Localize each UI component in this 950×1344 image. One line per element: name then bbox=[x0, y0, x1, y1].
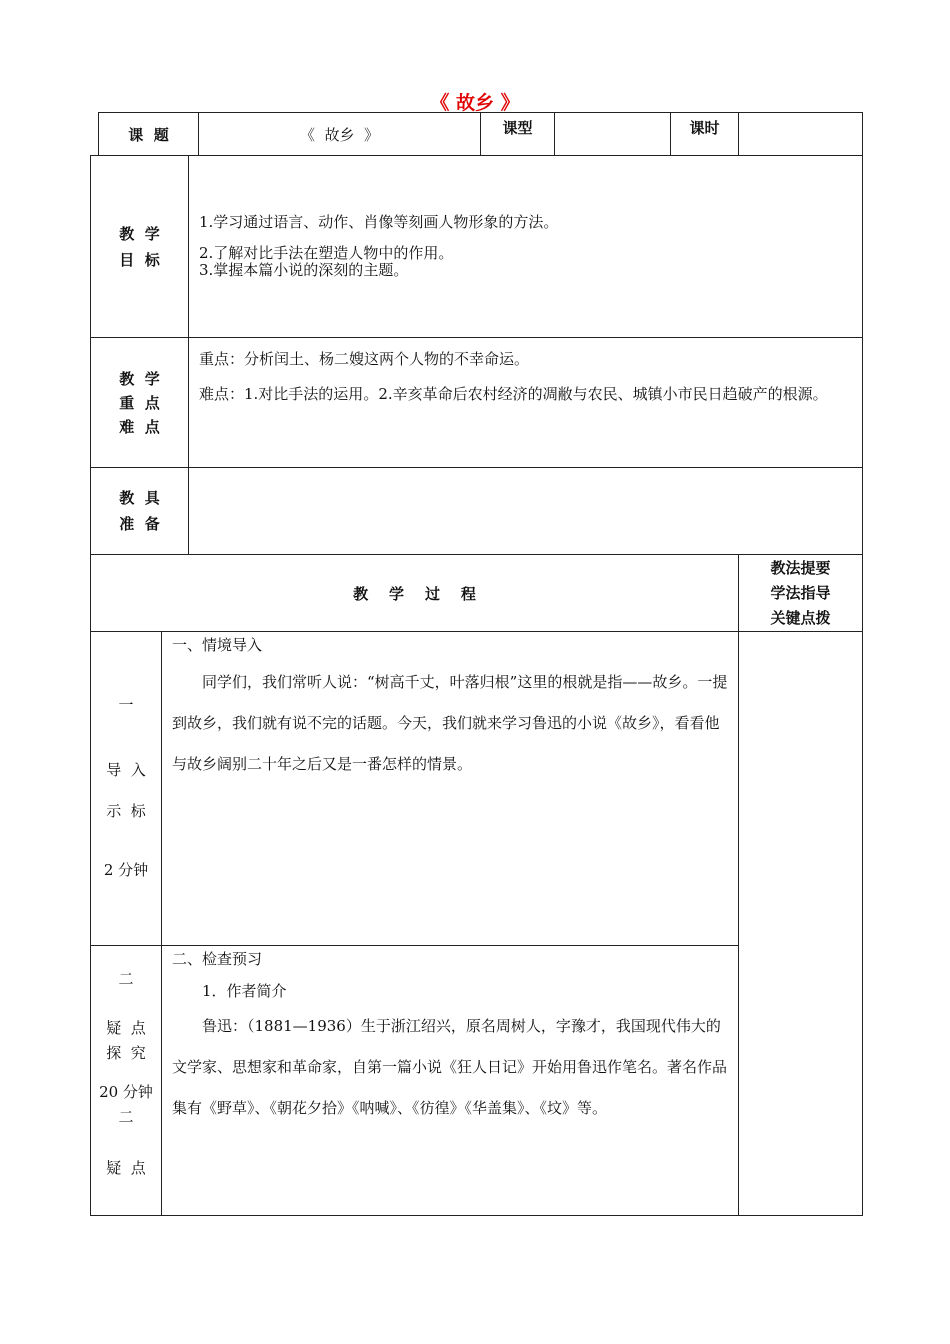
section1-name-2: 示 标 bbox=[106, 802, 146, 820]
page-title: 《 故乡 》 bbox=[430, 92, 520, 114]
objective-item: 2.了解对比手法在塑造人物中的作用。 bbox=[199, 244, 454, 262]
objectives-label bbox=[91, 156, 189, 338]
section2-content bbox=[162, 946, 739, 1216]
section2-name-repeat: 疑 点 bbox=[106, 1159, 146, 1177]
section2-num-repeat: 二 bbox=[118, 1108, 134, 1126]
tools-label bbox=[91, 468, 189, 555]
process-side-header bbox=[739, 555, 863, 632]
section1-label bbox=[91, 632, 162, 946]
type-label: 课型 bbox=[481, 113, 555, 156]
keypoints-label bbox=[91, 338, 189, 468]
section1-time: 2 分钟 bbox=[103, 861, 149, 879]
section1-name-1: 导 入 bbox=[106, 761, 146, 779]
section1-content bbox=[162, 632, 739, 946]
side-label-method: 教法提要 bbox=[770, 558, 831, 577]
header-table bbox=[98, 112, 863, 156]
type-value bbox=[555, 113, 671, 156]
keypoints-label-line2: 重 点 bbox=[119, 393, 160, 412]
objectives-content bbox=[189, 156, 863, 338]
tools-label-line1: 教 具 bbox=[119, 489, 160, 507]
tools-value bbox=[189, 468, 863, 555]
section2-label bbox=[91, 946, 162, 1216]
topic-label: 课 题 bbox=[99, 113, 199, 156]
section2-heading: 二、检查预习 bbox=[172, 950, 263, 968]
objective-item: 3.掌握本篇小说的深刻的主题。 bbox=[199, 261, 409, 279]
difficult-point: 难点：1.对比手法的运用。2.辛亥革命后农村经济的凋敝与农民、城镇小市民日趋破产的根源。 bbox=[199, 385, 828, 403]
key-point: 重点：分析闰土、杨二嫂这两个人物的不幸命运。 bbox=[199, 350, 530, 368]
keypoints-label-line3: 难 点 bbox=[119, 417, 160, 436]
keypoints-content bbox=[189, 338, 863, 468]
section2-num: 二 bbox=[118, 970, 134, 988]
side-label-guide: 学法指导 bbox=[770, 583, 831, 602]
info-table bbox=[90, 155, 863, 555]
section2-name-2: 探 究 bbox=[106, 1044, 146, 1062]
section1-body: 同学们，我们常听人说：“树高千丈，叶落归根”这里的根就是指——故乡。一提到故乡，我们就有说不完的话题。今天，我们就来学习鲁迅的小说《故乡》，看看他与故乡阔别二十年之后又是一番怎样的情景。 bbox=[172, 673, 728, 773]
tools-label-line2: 准 备 bbox=[119, 515, 160, 533]
topic-value: 《 故乡 》 bbox=[199, 113, 481, 156]
objectives-label-line1: 教 学 bbox=[119, 224, 160, 243]
objectives-label-line2: 目 标 bbox=[119, 250, 160, 269]
section1-num: 一 bbox=[118, 696, 134, 714]
process-header: 教 学 过 程 bbox=[91, 555, 739, 632]
section2-time: 20 分钟 bbox=[99, 1083, 153, 1101]
process-table bbox=[90, 554, 863, 1216]
section2-name-1: 疑 点 bbox=[106, 1019, 146, 1037]
section1-heading: 一、情境导入 bbox=[172, 636, 263, 654]
side-label-key: 关键点拨 bbox=[770, 608, 831, 627]
section2-body: 鲁迅：（1881—1936）生于浙江绍兴，原名周树人，字豫才，我国现代伟大的文学家、思想家和革命家，自第一篇小说《狂人日记》开始用鲁迅作笔名。著名作品集有《野草》、《朝花夕拾》《呐喊》、《彷徨》《华盖集》、《坟》等。 bbox=[172, 1017, 728, 1117]
keypoints-label-line1: 教 学 bbox=[119, 369, 160, 388]
process-notes-column bbox=[739, 632, 863, 1216]
hours-value bbox=[739, 113, 863, 156]
hours-label: 课时 bbox=[671, 113, 739, 156]
section2-sub: 1．作者简介 bbox=[202, 982, 287, 1000]
objective-item: 1.学习通过语言、动作、肖像等刻画人物形象的方法。 bbox=[199, 213, 559, 231]
